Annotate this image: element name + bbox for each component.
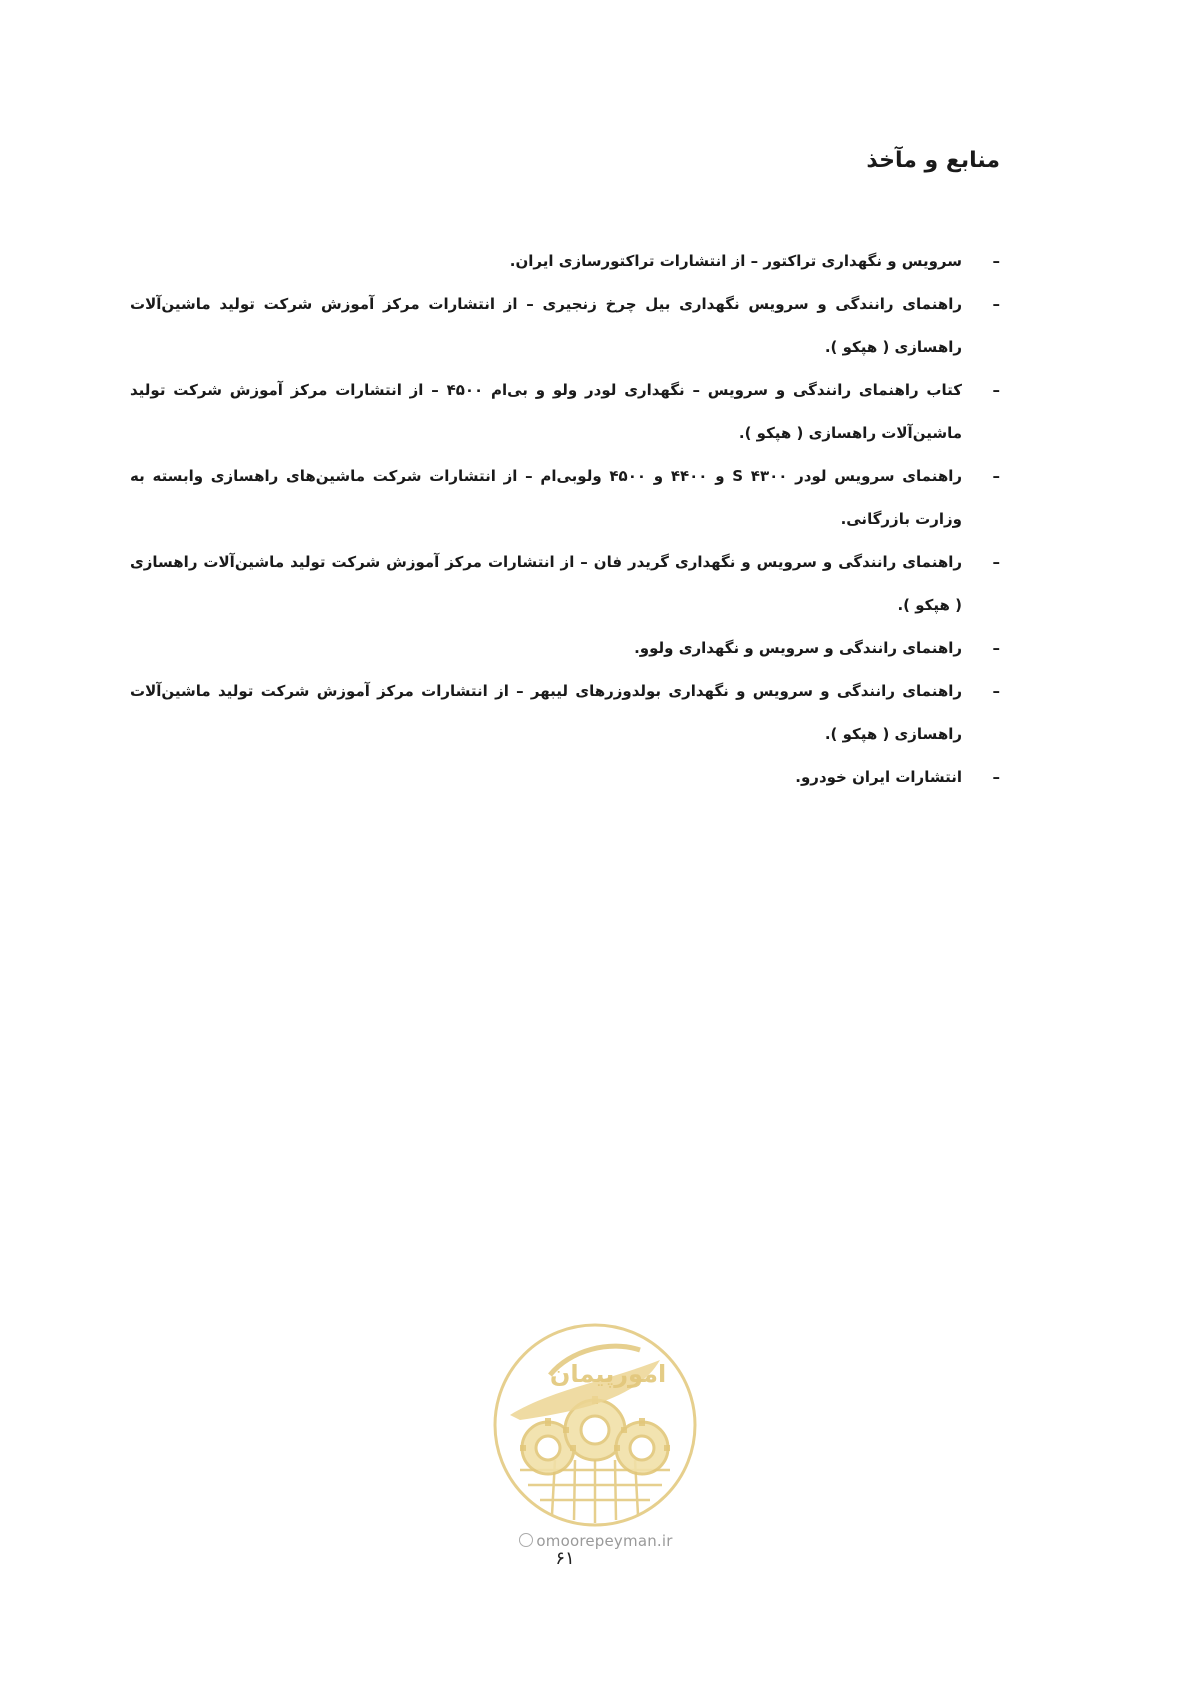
reference-text: راهنمای رانندگی و سرویس و نگهداری بولدوزرهای لیبهر – از انتشارات مرکز آموزش شرکت تولید ماشین‌آلات راهسازی ( هپکو ). (130, 682, 962, 743)
page-number: ۶۱ (555, 1548, 575, 1569)
reference-text: کتاب راهنمای رانندگی و سرویس – نگهداری لودر ولو و بی‌ام ۴۵۰۰ – از انتشارات مرکز آموزش شرکت تولید ماشین‌آلات راهسازی ( هپکو ). (130, 381, 962, 442)
bullet-dash: – (992, 467, 1000, 485)
bullet-dash: – (992, 682, 1000, 700)
list-item (130, 369, 1000, 455)
list-item (130, 627, 1000, 670)
watermark (496, 1532, 696, 1550)
bullet-dash: – (992, 252, 1000, 270)
reference-text: راهنمای سرویس لودر S ۴۳۰۰ و ۴۴۰۰ و ۴۵۰۰ ولوبی‌ام – از انتشارات شرکت ماشین‌های راهسازی وابسته به وزارت بازرگانی. (130, 467, 962, 528)
references-list (130, 240, 1000, 799)
bullet-dash: – (992, 553, 1000, 571)
list-item (130, 283, 1000, 369)
list-item (130, 670, 1000, 756)
bullet-dash: – (992, 639, 1000, 657)
bullet-dash: – (992, 295, 1000, 313)
reference-text: سرویس و نگهداری تراکتور – از انتشارات تراکتورسازی ایران. (509, 252, 962, 270)
reference-text: راهنمای رانندگی و سرویس نگهداری بیل چرخ زنجیری – از انتشارات مرکز آموزش شرکت تولید ماشین‌آلات راهسازی ( هپکو ). (130, 295, 962, 356)
list-item (130, 541, 1000, 627)
bullet-dash: – (992, 768, 1000, 786)
reference-text: راهنمای رانندگی و سرویس و نگهداری گریدر فان – از انتشارات مرکز آموزش شرکت تولید ماشین‌آلات راهسازی ( هپکو ). (130, 553, 962, 614)
reference-text: راهنمای رانندگی و سرویس و نگهداری ولوو. (634, 639, 962, 657)
logo-text: امورپیمان (549, 1360, 667, 1388)
publisher-logo (490, 1320, 700, 1530)
watermark-text: omoorepeyman.ir (536, 1532, 673, 1550)
reference-text: انتشارات ایران خودرو. (795, 768, 962, 786)
list-item (130, 756, 1000, 799)
page-title: منابع و مآخذ (866, 148, 1000, 173)
list-item (130, 240, 1000, 283)
bullet-dash: – (992, 381, 1000, 399)
list-item (130, 455, 1000, 541)
globe-icon (519, 1533, 533, 1547)
